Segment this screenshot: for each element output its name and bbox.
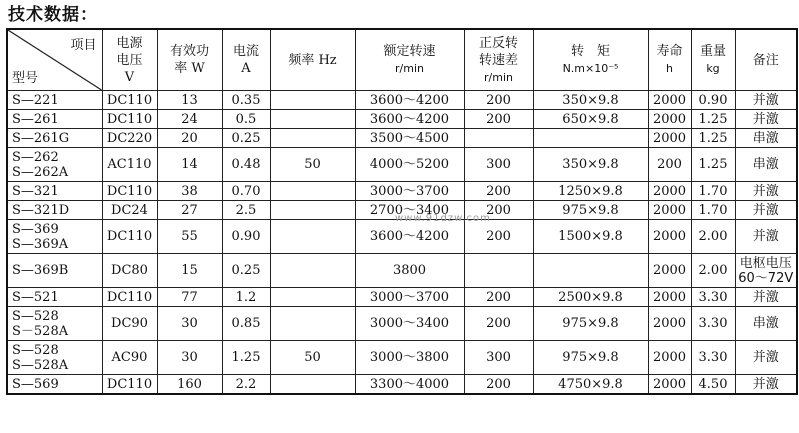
technical-data-table: [6, 28, 798, 395]
header-line: 有效功: [169, 44, 209, 59]
cell-lifetime: 2000: [648, 182, 691, 201]
table-row: [7, 375, 797, 395]
model-line: S—369B: [12, 263, 69, 278]
cell-frequency: [270, 254, 355, 288]
cell-model: [7, 91, 102, 110]
watermark: www.91dzw.com: [395, 213, 491, 224]
cell-lifetime: 2000: [648, 220, 691, 254]
table-row: [7, 110, 797, 129]
cell-current: 1.25: [222, 341, 270, 375]
cell-power: 27: [157, 201, 222, 220]
cell-speed-difference: 200: [464, 91, 533, 110]
cell-speed-difference: 200: [464, 201, 533, 220]
cell-speed-difference: [464, 129, 533, 148]
cell-voltage: DC80: [102, 254, 157, 288]
cell-power: 14: [157, 148, 222, 182]
cell-frequency: 50: [270, 148, 355, 182]
cell-current: 2.2: [222, 375, 270, 395]
cell-weight: 3.30: [691, 307, 735, 341]
cell-frequency: 50: [270, 341, 355, 375]
remark-line: 并激: [752, 111, 779, 127]
cell-speed-difference: 200: [464, 110, 533, 129]
cell-torque: [533, 254, 648, 288]
cell-remarks: [735, 341, 797, 375]
cell-rated-speed: 3000～3400: [355, 307, 464, 341]
cell-speed-difference: 200: [464, 375, 533, 395]
header-torque: [533, 29, 648, 91]
cell-weight: 1.25: [691, 110, 735, 129]
header-model-label: 型号: [12, 71, 39, 86]
cell-torque: 350×9.8: [533, 91, 648, 110]
cell-voltage: AC110: [102, 148, 157, 182]
cell-frequency: [270, 110, 355, 129]
header-weight: [691, 29, 735, 91]
header-line: 正反转: [478, 35, 518, 51]
header-unit: V: [124, 69, 135, 85]
header-line: 重量: [699, 44, 726, 59]
cell-voltage: DC220: [102, 129, 157, 148]
cell-voltage: DC110: [102, 220, 157, 254]
cell-torque: 1500×9.8: [533, 220, 648, 254]
cell-power: 15: [157, 254, 222, 288]
cell-weight: 1.25: [691, 148, 735, 182]
model-line: S—528: [12, 308, 59, 324]
cell-weight: 1.70: [691, 182, 735, 201]
cell-remarks: [735, 129, 797, 148]
header-unit: N.m×10⁻⁵: [562, 62, 619, 75]
cell-frequency: [270, 307, 355, 341]
cell-rated-speed: 2700～3400: [355, 201, 464, 220]
cell-model: [7, 341, 102, 375]
header-lifetime: [648, 29, 691, 91]
cell-lifetime: 2000: [648, 129, 691, 148]
page-title: 技术数据：: [8, 5, 98, 25]
model-line: S—262: [12, 149, 59, 165]
cell-frequency: [270, 220, 355, 254]
cell-current: 0.25: [222, 129, 270, 148]
cell-speed-difference: [464, 254, 533, 288]
cell-remarks: [735, 288, 797, 307]
cell-current: 0.70: [222, 182, 270, 201]
cell-torque: 2500×9.8: [533, 288, 648, 307]
remark-line: 串激: [752, 157, 779, 172]
table-row: [7, 288, 797, 307]
cell-voltage: DC110: [102, 91, 157, 110]
cell-frequency: [270, 201, 355, 220]
cell-rated-speed: 3000～3800: [355, 341, 464, 375]
cell-power: 160: [157, 375, 222, 395]
table-row: [7, 182, 797, 201]
remark-line: 并激: [752, 350, 779, 365]
model-line: S—569: [12, 376, 59, 392]
cell-remarks: [735, 148, 797, 182]
header-unit: r/min: [395, 62, 424, 75]
cell-remarks: [735, 110, 797, 129]
cell-frequency: [270, 182, 355, 201]
remark-line: 并激: [752, 183, 779, 199]
cell-model: [7, 288, 102, 307]
cell-voltage: DC110: [102, 182, 157, 201]
header-unit: h: [666, 62, 673, 75]
table-header-row: [7, 29, 797, 91]
header-line: 寿命: [656, 44, 683, 59]
cell-torque: 650×9.8: [533, 110, 648, 129]
model-line: S—261G: [12, 130, 70, 146]
table-row: [7, 148, 797, 182]
header-power: [157, 29, 222, 91]
header-rated-speed: [355, 29, 464, 91]
remark-line: 并激: [752, 92, 779, 108]
remark-line: 并激: [752, 376, 779, 392]
cell-model: [7, 110, 102, 129]
model-line: S—369: [12, 221, 59, 237]
header-line: 转速差: [478, 52, 518, 68]
header-current: [222, 29, 270, 91]
cell-current: 2.5: [222, 201, 270, 220]
header-voltage: [102, 29, 157, 91]
cell-lifetime: 2000: [648, 91, 691, 110]
cell-weight: 0.90: [691, 91, 735, 110]
cell-current: 0.35: [222, 91, 270, 110]
cell-remarks: [735, 254, 797, 288]
cell-frequency: [270, 91, 355, 110]
cell-rated-speed: 3500～4500: [355, 129, 464, 148]
cell-weight: 2.00: [691, 254, 735, 288]
remark-line: 电枢电压: [739, 255, 792, 271]
table-row: [7, 307, 797, 341]
cell-rated-speed: 3600～4200: [355, 91, 464, 110]
model-line: S—528: [12, 342, 59, 358]
cell-current: 0.25: [222, 254, 270, 288]
header-item-label: 项目: [70, 38, 97, 53]
cell-model: [7, 375, 102, 395]
header-unit: r/min: [484, 70, 513, 84]
cell-lifetime: 2000: [648, 375, 691, 395]
model-line: S—369A: [12, 236, 69, 252]
cell-current: 0.48: [222, 148, 270, 182]
header-unit: kg: [706, 62, 720, 75]
cell-lifetime: 2000: [648, 110, 691, 129]
cell-speed-difference: 300: [464, 148, 533, 182]
header-remarks: [735, 29, 797, 91]
cell-lifetime: 2000: [648, 307, 691, 341]
cell-speed-difference: 300: [464, 341, 533, 375]
cell-current: 0.5: [222, 110, 270, 129]
header-speed-difference: [464, 29, 533, 91]
cell-rated-speed: 3000～3700: [355, 182, 464, 201]
cell-power: 24: [157, 110, 222, 129]
header-line: 电源: [116, 35, 143, 51]
cell-rated-speed: 4000～5200: [355, 148, 464, 182]
model-line: S—262A: [12, 164, 69, 180]
cell-voltage: DC24: [102, 201, 157, 220]
remark-line: 并激: [752, 229, 779, 244]
cell-remarks: [735, 220, 797, 254]
cell-lifetime: 2000: [648, 288, 691, 307]
cell-power: 30: [157, 341, 222, 375]
header-line: 电流: [232, 44, 259, 59]
cell-power: 30: [157, 307, 222, 341]
model-line: S—321D: [12, 202, 70, 218]
cell-rated-speed: 3600～4200: [355, 220, 464, 254]
cell-torque: 1250×9.8: [533, 182, 648, 201]
table-row: [7, 341, 797, 375]
cell-power: 20: [157, 129, 222, 148]
cell-torque: 975×9.8: [533, 307, 648, 341]
table-row: [7, 91, 797, 110]
header-line: 额定转速: [383, 44, 436, 59]
cell-remarks: [735, 91, 797, 110]
cell-speed-difference: 200: [464, 288, 533, 307]
cell-model: [7, 148, 102, 182]
cell-speed-difference: 200: [464, 307, 533, 341]
model-line: S—261: [12, 111, 59, 127]
header-diagonal-cell: [7, 29, 102, 91]
cell-weight: 3.30: [691, 341, 735, 375]
cell-model: [7, 182, 102, 201]
header-unit: A: [241, 61, 251, 76]
header-frequency: [270, 29, 355, 91]
cell-voltage: DC90: [102, 307, 157, 341]
model-line: S—221: [12, 92, 59, 108]
cell-lifetime: 2000: [648, 254, 691, 288]
table-body: [7, 91, 797, 395]
cell-torque: 975×9.8: [533, 341, 648, 375]
model-line: S—528A: [12, 357, 69, 373]
cell-weight: 3.30: [691, 288, 735, 307]
cell-voltage: DC110: [102, 375, 157, 395]
cell-lifetime: 200: [648, 148, 691, 182]
cell-current: 0.90: [222, 220, 270, 254]
cell-weight: 2.00: [691, 220, 735, 254]
remark-line: 串激: [752, 130, 779, 146]
cell-model: [7, 220, 102, 254]
header-line: 率 W: [174, 61, 205, 76]
header-line: 电压: [116, 52, 143, 68]
remark-line: 并激: [752, 202, 779, 218]
cell-rated-speed: 3800: [355, 254, 464, 288]
cell-voltage: DC110: [102, 110, 157, 129]
cell-current: 1.2: [222, 288, 270, 307]
cell-weight: 1.70: [691, 201, 735, 220]
model-line: S－528A: [12, 323, 69, 339]
cell-rated-speed: 3600～4200: [355, 110, 464, 129]
cell-torque: 350×9.8: [533, 148, 648, 182]
cell-weight: 4.50: [691, 375, 735, 395]
cell-rated-speed: 3300～4000: [355, 375, 464, 395]
cell-current: 0.85: [222, 307, 270, 341]
cell-voltage: DC110: [102, 288, 157, 307]
header-line: 频率 Hz: [288, 52, 337, 68]
remark-line: 60～72V: [738, 270, 794, 286]
cell-rated-speed: 3000～3700: [355, 288, 464, 307]
cell-remarks: [735, 375, 797, 395]
table-row: [7, 254, 797, 288]
cell-voltage: AC90: [102, 341, 157, 375]
cell-power: 13: [157, 91, 222, 110]
header-line: 备注: [752, 52, 779, 68]
cell-power: 38: [157, 182, 222, 201]
cell-torque: 975×9.8: [533, 201, 648, 220]
cell-frequency: [270, 129, 355, 148]
cell-torque: 4750×9.8: [533, 375, 648, 395]
cell-remarks: [735, 201, 797, 220]
table-row: [7, 129, 797, 148]
model-line: S—321: [12, 183, 59, 199]
remark-line: 串激: [752, 316, 779, 331]
cell-frequency: [270, 288, 355, 307]
cell-speed-difference: 200: [464, 182, 533, 201]
cell-remarks: [735, 307, 797, 341]
cell-model: [7, 201, 102, 220]
cell-frequency: [270, 375, 355, 395]
cell-speed-difference: 200: [464, 220, 533, 254]
cell-torque: [533, 129, 648, 148]
cell-model: [7, 254, 102, 288]
cell-lifetime: 2000: [648, 341, 691, 375]
cell-power: 55: [157, 220, 222, 254]
cell-remarks: [735, 182, 797, 201]
cell-model: [7, 129, 102, 148]
cell-lifetime: 2000: [648, 201, 691, 220]
model-line: S—521: [12, 289, 59, 305]
cell-power: 77: [157, 288, 222, 307]
header-line: 转 矩: [570, 44, 610, 59]
remark-line: 并激: [752, 289, 779, 305]
table-row: [7, 220, 797, 254]
cell-weight: 1.25: [691, 129, 735, 148]
cell-model: [7, 307, 102, 341]
